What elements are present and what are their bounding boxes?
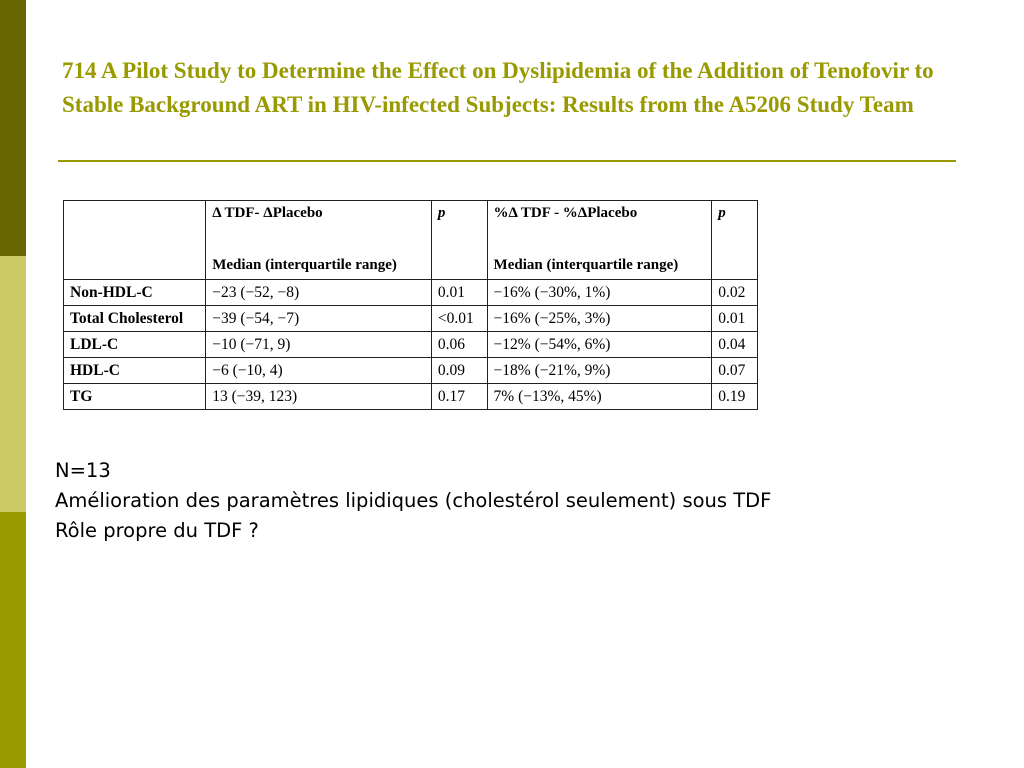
table-cell: LDL-C <box>64 332 206 358</box>
table-row <box>64 332 758 358</box>
note-sample-size: N=13 <box>55 459 111 482</box>
table-cell: HDL-C <box>64 358 206 384</box>
table-cell: Total Cholesterol <box>64 306 206 332</box>
table-cell: −16% (−30%, 1%) <box>487 280 712 306</box>
table-cell: 0.19 <box>712 384 758 410</box>
table-header-cell <box>487 201 712 280</box>
table-cell: −18% (−21%, 9%) <box>487 358 712 384</box>
side-bar-segment-mid <box>0 512 26 768</box>
table-cell: 0.07 <box>712 358 758 384</box>
header-percent-delta-label: %Δ TDF - %ΔPlacebo <box>493 205 638 221</box>
table-cell: −12% (−54%, 6%) <box>487 332 712 358</box>
table-row <box>64 358 758 384</box>
table-header-cell <box>712 201 758 280</box>
lipid-results-table <box>63 200 758 410</box>
table-cell: 0.09 <box>431 358 487 384</box>
slide-title: 714 A Pilot Study to Determine the Effect on Dyslipidemia of the Addition of Tenofovir to Stable Background ART in HIV-infected Subjects: Results from the A5206 Study Team <box>62 58 934 117</box>
table-cell: 0.17 <box>431 384 487 410</box>
header-median-label: Median (interquartile range) <box>493 257 679 273</box>
slide-notes <box>55 456 1015 546</box>
table-cell: TG <box>64 384 206 410</box>
side-bar-segment-light <box>0 256 26 512</box>
header-p-label: p <box>718 205 726 221</box>
table-cell: −6 (−10, 4) <box>206 358 432 384</box>
table-cell: −10 (−71, 9) <box>206 332 432 358</box>
table-row <box>64 384 758 410</box>
side-bar-segment-dark <box>0 0 26 256</box>
table-cell: 0.01 <box>431 280 487 306</box>
note-tdf-role-question: Rôle propre du TDF ? <box>55 519 259 542</box>
table-cell: 13 (−39, 123) <box>206 384 432 410</box>
table-header-row <box>64 201 758 280</box>
table-cell: 0.02 <box>712 280 758 306</box>
table-header-cell <box>206 201 432 280</box>
header-p-label: p <box>437 205 446 221</box>
table-header-cell <box>64 201 206 280</box>
table-cell: 0.06 <box>431 332 487 358</box>
table-cell: 7% (−13%, 45%) <box>487 384 712 410</box>
title-underline <box>58 160 956 162</box>
table-row <box>64 306 758 332</box>
table-cell: −23 (−52, −8) <box>206 280 432 306</box>
table-cell: −39 (−54, −7) <box>206 306 432 332</box>
header-delta-label: Δ TDF- ΔPlacebo <box>212 205 323 221</box>
header-median-label: Median (interquartile range) <box>212 257 397 273</box>
table-cell: 0.01 <box>712 306 758 332</box>
table-cell: <0.01 <box>431 306 487 332</box>
table-cell: Non-HDL-C <box>64 280 206 306</box>
note-lipid-improvement: Amélioration des paramètres lipidiques (cholestérol seulement) sous TDF <box>55 489 772 512</box>
table-cell: −16% (−25%, 3%) <box>487 306 712 332</box>
slide-side-bar <box>0 0 26 768</box>
table-header-cell <box>431 201 487 280</box>
table-row <box>64 280 758 306</box>
table-cell: 0.04 <box>712 332 758 358</box>
